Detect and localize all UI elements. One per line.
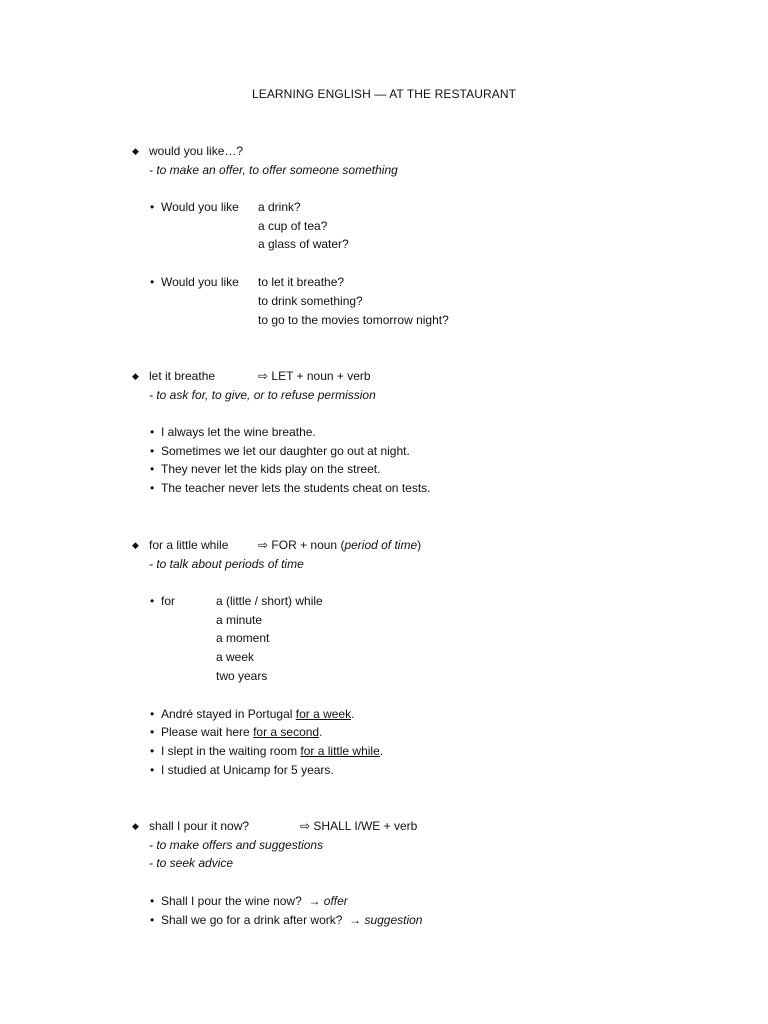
list-item: • I studied at Unicamp for 5 years.	[150, 763, 334, 777]
example-lead: • Would you like	[150, 200, 239, 214]
section-description: - to make offers and suggestions	[149, 838, 324, 852]
dot-bullet-icon: •	[150, 444, 155, 458]
right-arrow-icon: →	[349, 913, 362, 927]
example-item: to drink something?	[258, 294, 363, 308]
arrow-icon: ⇨	[258, 369, 269, 383]
section-description: - to make an offer, to offer someone something	[149, 163, 398, 177]
section-description: - to ask for, to give, or to refuse permission	[149, 388, 376, 402]
section-heading: shall I pour it now?	[149, 819, 250, 833]
section-description: - to talk about periods of time	[149, 557, 304, 571]
dot-bullet-icon: •	[150, 763, 155, 777]
example-item: to go to the movies tomorrow night?	[258, 313, 449, 327]
grammar-rule: ⇨ FOR + noun (period of time)	[258, 538, 422, 552]
page-title: LEARNING ENGLISH — AT THE RESTAURANT	[251, 87, 517, 101]
diamond-bullet-icon: ◆	[132, 146, 139, 156]
example-item: a (little / short) while	[216, 594, 323, 608]
section-description: - to seek advice	[149, 856, 234, 870]
list-item: • The teacher never lets the students cheat on tests.	[150, 481, 431, 495]
dot-bullet-icon: •	[150, 275, 155, 289]
list-item: • They never let the kids play on the street.	[150, 462, 381, 476]
dot-bullet-icon: •	[150, 425, 155, 439]
section-heading: for a little while	[149, 538, 229, 552]
arrow-icon: ⇨	[258, 538, 269, 552]
example-item: a week	[216, 650, 255, 664]
diamond-bullet-icon: ◆	[132, 540, 139, 550]
dot-bullet-icon: •	[150, 707, 155, 721]
section-heading: would you like…?	[149, 144, 244, 158]
grammar-rule: ⇨ SHALL I/WE + verb	[300, 819, 418, 833]
example-item: to let it breathe?	[258, 275, 345, 289]
dot-bullet-icon: •	[150, 725, 155, 739]
arrow-icon: ⇨	[300, 819, 311, 833]
dot-bullet-icon: •	[150, 744, 155, 758]
diamond-bullet-icon: ◆	[132, 821, 139, 831]
example-item: a minute	[216, 613, 263, 627]
dot-bullet-icon: •	[150, 913, 155, 927]
dot-bullet-icon: •	[150, 462, 155, 476]
example-lead: • Would you like	[150, 275, 239, 289]
example-item: a cup of tea?	[258, 219, 328, 233]
diamond-bullet-icon: ◆	[132, 371, 139, 381]
right-arrow-icon: →	[308, 894, 321, 908]
example-item: a drink?	[258, 200, 301, 214]
grammar-rule: ⇨ LET + noun + verb	[258, 369, 371, 383]
example-item: a moment	[216, 631, 270, 645]
list-item: • I always let the wine breathe.	[150, 425, 316, 439]
example-item: a glass of water?	[258, 237, 349, 251]
example-lead: • for	[150, 594, 176, 608]
dot-bullet-icon: •	[150, 894, 155, 908]
list-item: • Please wait here for a second.	[150, 725, 323, 739]
dot-bullet-icon: •	[150, 200, 155, 214]
section-heading: let it breathe	[149, 369, 216, 383]
list-item: • Shall I pour the wine now? → offer	[150, 894, 348, 908]
list-item: • I slept in the waiting room for a little while.	[150, 744, 384, 758]
list-item: • André stayed in Portugal for a week.	[150, 707, 355, 721]
list-item: • Sometimes we let our daughter go out at night.	[150, 444, 410, 458]
example-item: two years	[216, 669, 268, 683]
dot-bullet-icon: •	[150, 594, 155, 608]
dot-bullet-icon: •	[150, 481, 155, 495]
list-item: • Shall we go for a drink after work? → suggestion	[150, 913, 423, 927]
